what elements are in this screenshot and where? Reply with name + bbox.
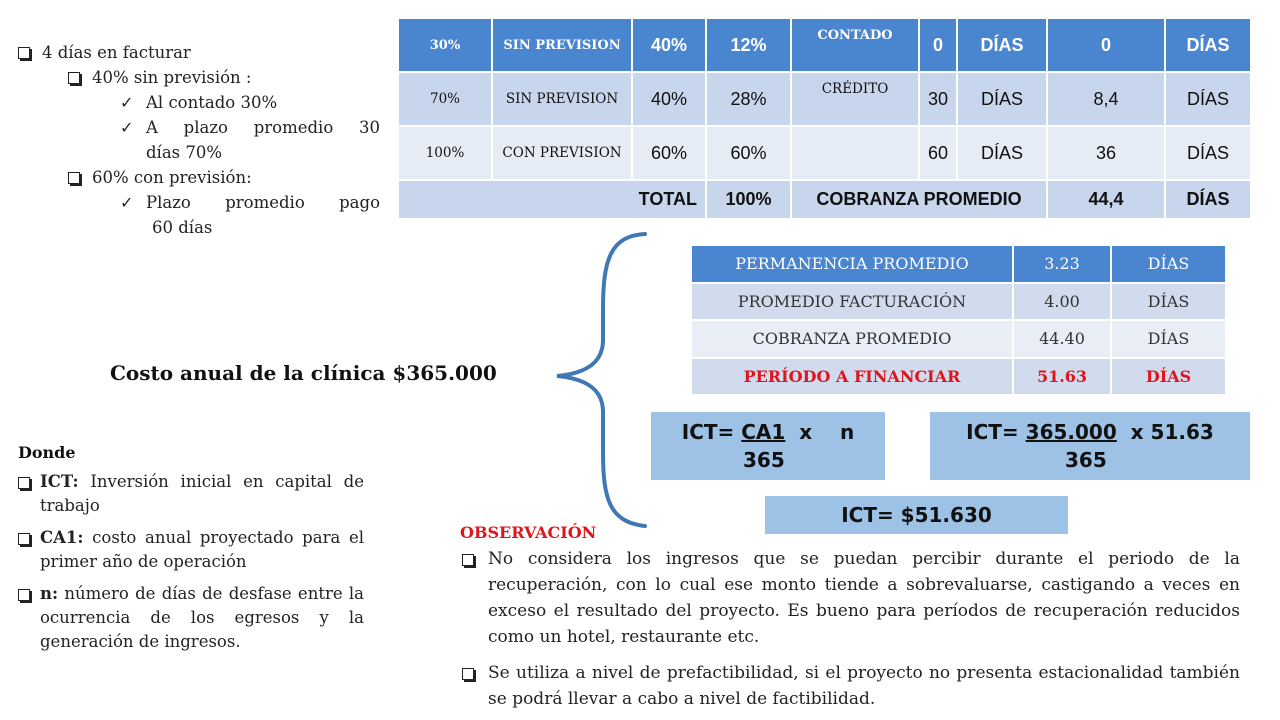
list-item: ICT: Inversión inicial en capital de trabajo: [18, 470, 364, 518]
collection-table: [397, 17, 1252, 220]
list-item: 40% sin previsión :: [18, 65, 380, 90]
list-item: n: número de días de desfase entre la ocurrencia de los egresos y la generación de ingresos.: [18, 582, 364, 654]
table-cell: CONTADO: [791, 18, 919, 72]
summary-unit: DÍAS: [1111, 320, 1226, 358]
list-item-continuation: días 70%: [146, 143, 223, 162]
list-item: CA1: costo anual proyectado para el primer año de operación: [18, 526, 364, 574]
table-cell: 100%: [398, 126, 492, 180]
square-bullet-icon: [18, 477, 30, 489]
square-bullet-icon: [18, 533, 30, 545]
table-cell: DÍAS: [1165, 72, 1251, 126]
table-cell: 70%: [398, 72, 492, 126]
term: ICT:: [40, 472, 79, 491]
list-item: Se utiliza a nivel de prefactibilidad, si el proyecto no presenta estacionalidad también se podrá llevar a cabo a nivel de factibilidad.: [462, 660, 1240, 712]
summary-table: [690, 244, 1227, 396]
summary-label: COBRANZA PROMEDIO: [691, 320, 1013, 358]
term: n:: [40, 584, 59, 603]
summary-value: 44.40: [1013, 320, 1111, 358]
formula-denominator: 365: [1065, 448, 1107, 472]
table-cell: DÍAS: [1165, 18, 1251, 72]
term: CA1:: [40, 528, 84, 547]
table-cell: [791, 126, 919, 180]
table-cell: 12%: [706, 18, 791, 72]
definitions-list: [18, 470, 364, 662]
cobranza-value: 44,4: [1047, 180, 1165, 219]
list-item: 60% con previsión:: [18, 165, 380, 190]
table-cell: CRÉDITO: [791, 72, 919, 126]
table-cell: 60%: [632, 126, 706, 180]
square-bullet-icon: [18, 47, 30, 59]
square-bullet-icon: [462, 668, 474, 680]
summary-value: 51.63: [1013, 358, 1111, 396]
intro-bullet-list: [18, 40, 380, 240]
square-bullet-icon: [68, 72, 80, 84]
table-cell: DÍAS: [957, 126, 1047, 180]
square-bullet-icon: [18, 589, 30, 601]
cobranza-unit: DÍAS: [1165, 180, 1251, 219]
list-item-continuation: 60 días: [152, 218, 213, 237]
checkmark-icon: ✓: [120, 93, 134, 112]
summary-label: PROMEDIO FACTURACIÓN: [691, 283, 1013, 321]
square-bullet-icon: [68, 172, 80, 184]
table-cell: 0: [1047, 18, 1165, 72]
formula-general: ICT= CA1 x n 365: [651, 412, 885, 480]
table-cell: DÍAS: [957, 72, 1047, 126]
table-cell: 0: [919, 18, 957, 72]
table-row: [691, 283, 1226, 321]
list-item: ✓ A plazo promedio 30: [18, 115, 380, 140]
summary-unit: DÍAS: [1111, 283, 1226, 321]
square-bullet-icon: [462, 554, 474, 566]
list-item: No considera los ingresos que se puedan percibir durante el periodo de la recuperación, con lo cual ese monto tiende a sobrevaluarse, castigando a veces en exceso el resultado del proyecto. Es bueno para períodos de recuperación reducidos como un hotel, restaurante etc.: [462, 546, 1240, 650]
annual-cost-label: Costo anual de la clínica $365.000: [110, 361, 497, 385]
checkmark-icon: ✓: [120, 118, 134, 137]
table-row: [398, 126, 1251, 180]
summary-value: 3.23: [1013, 245, 1111, 283]
table-cell: 28%: [706, 72, 791, 126]
table-cell: 36: [1047, 126, 1165, 180]
summary-value: 4.00: [1013, 283, 1111, 321]
table-row: [691, 245, 1226, 283]
list-item: ✓ Al contado 30%: [18, 90, 380, 115]
table-row: [398, 72, 1251, 126]
formula-numerator: 365.000: [1025, 420, 1117, 444]
summary-label: PERMANENCIA PROMEDIO: [691, 245, 1013, 283]
summary-unit: DÍAS: [1111, 245, 1226, 283]
table-cell: 40%: [632, 72, 706, 126]
table-row: [691, 320, 1226, 358]
table-cell: SIN PREVISION: [492, 18, 632, 72]
table-cell: 40%: [632, 18, 706, 72]
total-percent: 100%: [706, 180, 791, 219]
table-row: [398, 18, 1251, 72]
table-cell: 30: [919, 72, 957, 126]
table-cell: 60: [919, 126, 957, 180]
summary-label: PERÍODO A FINANCIAR: [691, 358, 1013, 396]
curly-brace-icon: [555, 230, 655, 530]
checkmark-icon: ✓: [120, 193, 134, 212]
table-cell: CON PREVISION: [492, 126, 632, 180]
table-row-highlight: [691, 358, 1226, 396]
table-cell: SIN PREVISION: [492, 72, 632, 126]
total-label: TOTAL: [398, 180, 706, 219]
observation-list: [462, 546, 1240, 720]
list-item: 4 días en facturar: [18, 40, 380, 65]
formula-numerator: CA1: [741, 420, 786, 444]
table-total-row: [398, 180, 1251, 219]
summary-unit: DÍAS: [1111, 358, 1226, 396]
table-cell: 30%: [398, 18, 492, 72]
list-item: ✓ Plazo promedio pago: [18, 190, 380, 215]
formula-result: ICT= $51.630: [765, 496, 1068, 534]
observation-title: OBSERVACIÓN: [460, 523, 597, 542]
donde-title: Donde: [18, 443, 76, 462]
table-cell: DÍAS: [1165, 126, 1251, 180]
table-cell: 60%: [706, 126, 791, 180]
table-cell: DÍAS: [957, 18, 1047, 72]
formula-applied: ICT= 365.000 x 51.63 365: [930, 412, 1250, 480]
table-cell: 8,4: [1047, 72, 1165, 126]
formula-denominator: 365: [743, 448, 785, 472]
cobranza-label: COBRANZA PROMEDIO: [791, 180, 1047, 219]
